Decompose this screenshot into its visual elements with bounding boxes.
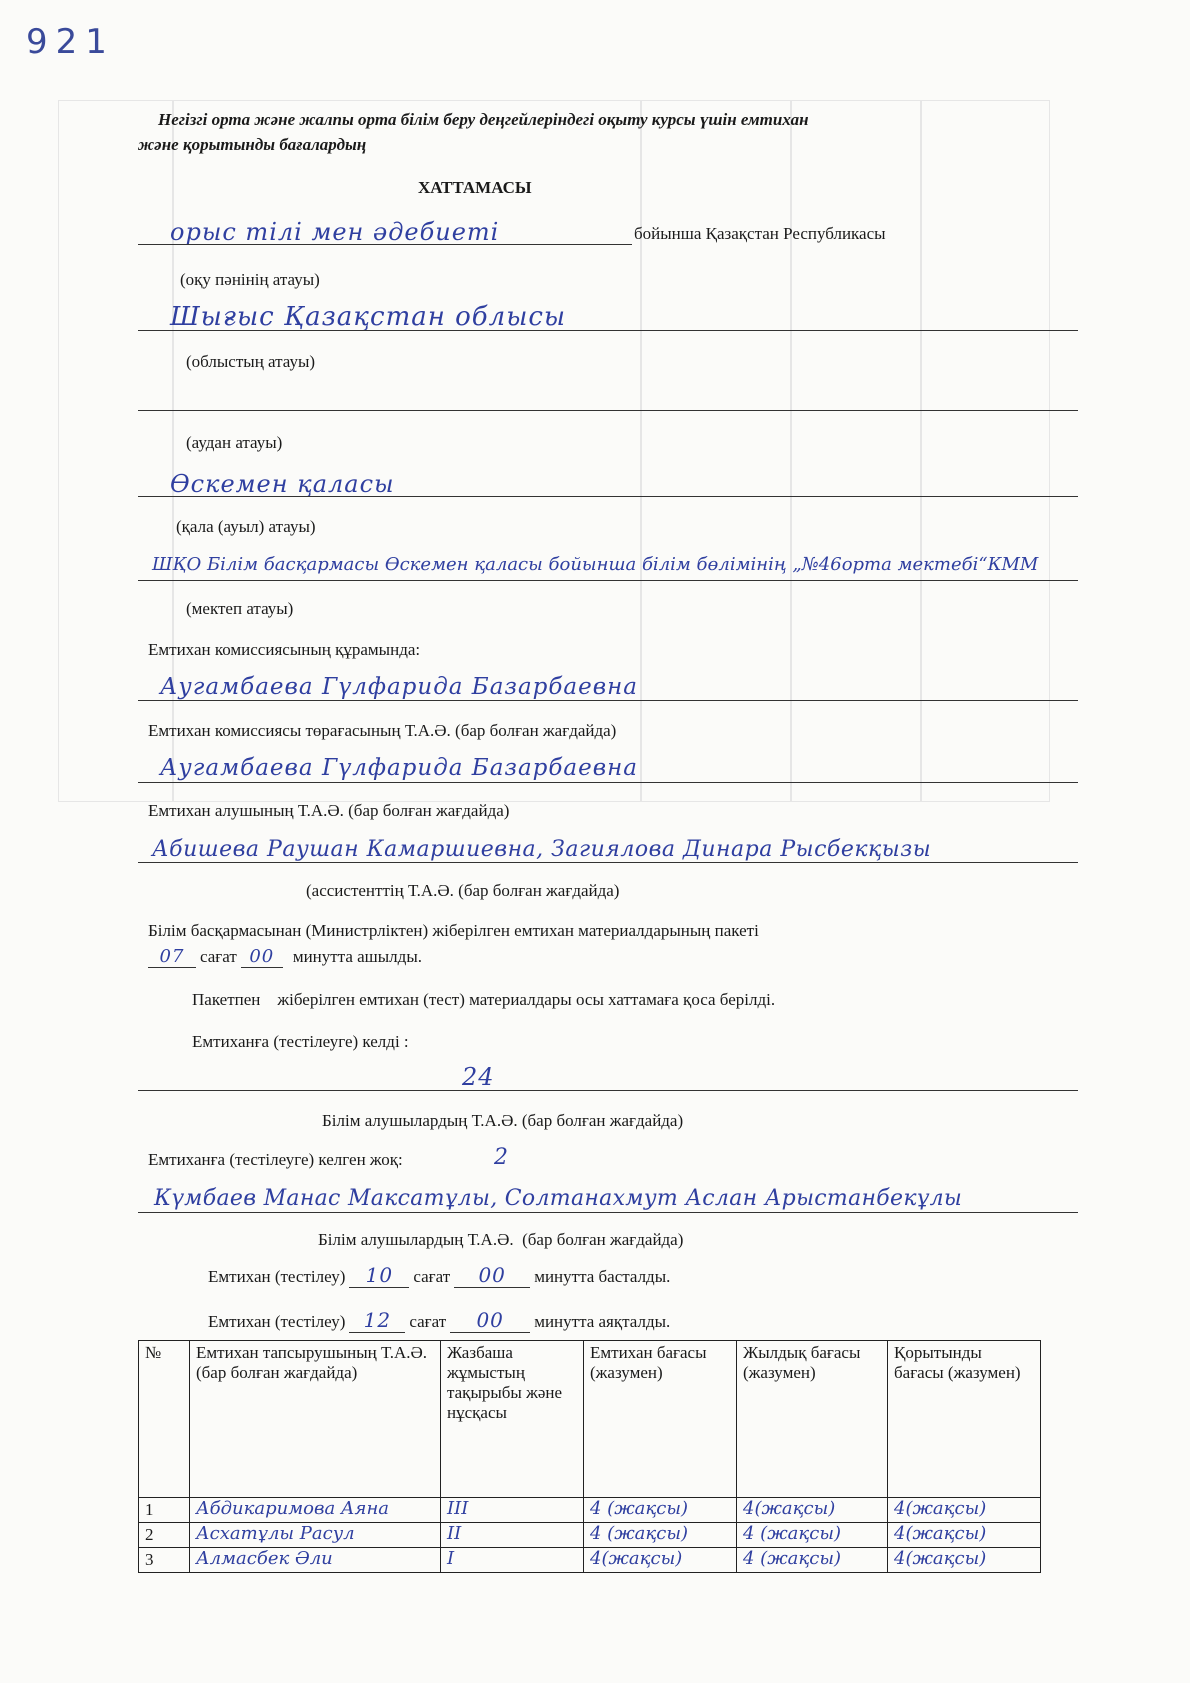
examiner-caption: (ассистенттің Т.А.Ә. (бар болған жағдайда) <box>306 881 620 900</box>
materials-text: Пакетпен жіберілген емтихан (тест) материалдары осы хаттамаға қоса берілді. <box>192 990 776 1009</box>
subject-underline <box>138 244 632 245</box>
row-number: 2 <box>139 1523 190 1548</box>
attended-label: Емтиханға (тестілеуге) келді : <box>192 1032 409 1051</box>
table-row <box>139 1523 1041 1548</box>
package-hour-label: сағат <box>200 947 237 966</box>
header-name: Емтихан тапсырушының Т.А.Ә. (бар болған жағдайда) <box>190 1341 441 1498</box>
subject-value: орыс тілі мен әдебиеті <box>170 218 500 246</box>
attended-underline <box>138 1090 1078 1091</box>
absent-label: Емтиханға (тестілеуге) келген жоқ: <box>148 1150 403 1169</box>
absent-count: 2 <box>494 1145 509 1170</box>
commission-value: Аугамбаева Гүлфарида Базарбаевна <box>160 674 638 700</box>
row-student-name: Асхатұлы Расул <box>190 1523 441 1548</box>
row-variant: I <box>441 1548 584 1573</box>
package-minute-label: минутта ашылды. <box>292 947 422 966</box>
package-open-time <box>148 946 422 968</box>
commission-label: Емтихан комиссиясының құрамында: <box>148 640 421 659</box>
start-prefix: Емтихан (тестілеу) <box>208 1267 346 1286</box>
city-underline <box>138 496 1078 497</box>
region-value: Шығыс Қазақстан облысы <box>170 302 567 332</box>
examiner-underline <box>138 862 1078 863</box>
corner-number: 921 <box>26 22 115 62</box>
row-variant: II <box>441 1523 584 1548</box>
city-caption: (қала (ауыл) атауы) <box>176 517 316 536</box>
start-minute: 00 <box>454 1263 530 1288</box>
package-minute: 00 <box>241 946 283 968</box>
subject-caption: (оқу пәнінің атауы) <box>180 270 320 289</box>
end-time <box>208 1308 670 1333</box>
chair-underline <box>138 782 1078 783</box>
end-hour-label: сағат <box>409 1312 447 1331</box>
header-annual-grade: Жылдық бағасы (жазумен) <box>737 1341 888 1498</box>
title-line-2: және қорытынды бағалардың <box>138 135 367 154</box>
table-row <box>139 1548 1041 1573</box>
row-number: 3 <box>139 1548 190 1573</box>
header-exam-grade: Емтихан бағасы (жазумен) <box>584 1341 737 1498</box>
commission-underline <box>138 700 1078 701</box>
row-annual-grade: 4 (жақсы) <box>737 1523 888 1548</box>
table-header-row <box>139 1341 1041 1498</box>
absent-underline <box>138 1212 1078 1213</box>
region-caption: (облыстың атауы) <box>186 352 316 371</box>
results-table <box>138 1340 1041 1573</box>
absent-value: Күмбаев Манас Максатұлы, Солтанахмут Аслан Арыстанбекұлы <box>154 1186 963 1211</box>
chair-value: Аугамбаева Гүлфарида Базарбаевна <box>160 755 638 781</box>
bleed-through-column <box>790 100 792 802</box>
attended-value: 24 <box>462 1063 495 1091</box>
package-line-1: Білім басқармасынан (Министрліктен) жіберілген емтихан материалдарының пакеті <box>148 921 759 940</box>
bleed-through-column <box>920 100 922 802</box>
title-line-1: Негізгі орта және жалпы орта білім беру деңгейлеріндегі оқыту курсы үшін емтихан <box>158 110 809 129</box>
table-row <box>139 1498 1041 1523</box>
start-hour-label: сағат <box>413 1267 451 1286</box>
end-minute: 00 <box>450 1308 530 1333</box>
header-final-grade: Қорытынды бағасы (жазумен) <box>888 1341 1041 1498</box>
row-annual-grade: 4 (жақсы) <box>737 1548 888 1573</box>
school-underline <box>138 580 1078 581</box>
end-prefix: Емтихан (тестілеу) <box>208 1312 346 1331</box>
row-number: 1 <box>139 1498 190 1523</box>
district-caption: (аудан атауы) <box>186 433 283 452</box>
absent-caption: Білім алушылардың Т.А.Ә. (бар болған жағдайда) <box>318 1230 684 1249</box>
subject-suffix: бойынша Қазақстан Республикасы <box>634 224 886 243</box>
end-hour: 12 <box>349 1308 405 1333</box>
chair-label: Емтихан комиссиясы төрағасының Т.А.Ә. (бар болған жағдайда) <box>148 721 617 740</box>
row-exam-grade: 4(жақсы) <box>584 1548 737 1573</box>
region-underline <box>138 330 1078 331</box>
row-variant: III <box>441 1498 584 1523</box>
title-heading: ХАТТАМАСЫ <box>418 178 532 197</box>
row-exam-grade: 4 (жақсы) <box>584 1523 737 1548</box>
header-number: № <box>139 1341 190 1498</box>
row-annual-grade: 4(жақсы) <box>737 1498 888 1523</box>
city-value: Өскемен қаласы <box>170 470 395 498</box>
examiner-value: Абишева Раушан Камаршиевна, Загиялова Динара Рысбекқызы <box>152 837 932 862</box>
row-final-grade: 4(жақсы) <box>888 1548 1041 1573</box>
row-student-name: Абдикаримова Аяна <box>190 1498 441 1523</box>
header-topic: Жазбаша жұмыстың тақырыбы және нұсқасы <box>441 1341 584 1498</box>
attended-caption: Білім алушылардың Т.А.Ә. (бар болған жағдайда) <box>322 1111 684 1130</box>
row-final-grade: 4(жақсы) <box>888 1498 1041 1523</box>
package-hour: 07 <box>148 946 196 968</box>
row-exam-grade: 4 (жақсы) <box>584 1498 737 1523</box>
bleed-through-column <box>640 100 642 802</box>
school-value: ШҚО Білім басқармасы Өскемен қаласы бойынша білім бөлімінің „№46орта мектебі“КММ <box>152 554 1039 575</box>
examiner-label: Емтихан алушының Т.А.Ә. (бар болған жағдайда) <box>148 801 510 820</box>
row-student-name: Алмасбек Әли <box>190 1548 441 1573</box>
district-underline <box>138 410 1078 411</box>
row-final-grade: 4(жақсы) <box>888 1523 1041 1548</box>
end-suffix: минутта аяқталды. <box>534 1312 671 1331</box>
start-suffix: минутта басталды. <box>534 1267 671 1286</box>
start-time <box>208 1263 670 1288</box>
school-caption: (мектеп атауы) <box>186 599 294 618</box>
start-hour: 10 <box>349 1263 409 1288</box>
